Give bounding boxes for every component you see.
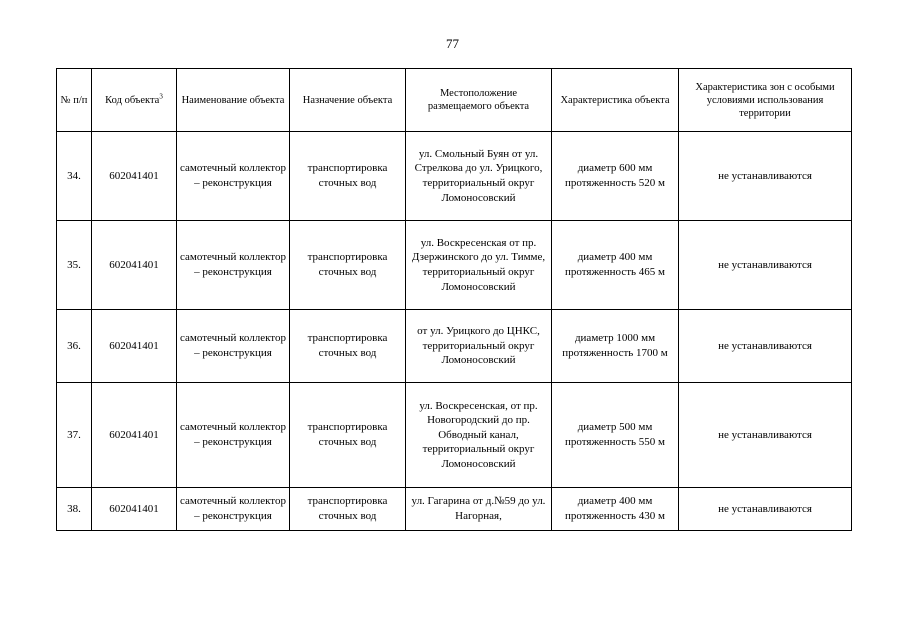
- row-location: от ул. Урицкого до ЦНКС, территориальный округ Ломоносовский: [406, 310, 552, 383]
- row-zones: не устанавливаются: [679, 488, 852, 531]
- row-code: 602041401: [92, 310, 177, 383]
- row-purpose: транспортировка сточных вод: [290, 488, 406, 531]
- row-num: 38.: [57, 488, 92, 531]
- table-row: [57, 310, 852, 383]
- row-purpose: транспортировка сточных вод: [290, 383, 406, 488]
- header-code: [92, 69, 177, 132]
- page-number: 77: [446, 36, 459, 51]
- header-zones: Характеристика зон с особыми условиями использования территории: [679, 69, 852, 132]
- header-purpose: Назначение объекта: [290, 69, 406, 132]
- table-row: [57, 383, 852, 488]
- row-num: 36.: [57, 310, 92, 383]
- row-characteristic: диаметр 400 мм протяженность 430 м: [552, 488, 679, 531]
- row-characteristic: диаметр 600 мм протяженность 520 м: [552, 132, 679, 221]
- header-characteristic: Характеристика объекта: [552, 69, 679, 132]
- row-name: самотечный коллектор – реконструкция: [177, 383, 290, 488]
- row-num: 37.: [57, 383, 92, 488]
- row-name: самотечный коллектор – реконструкция: [177, 488, 290, 531]
- row-name: самотечный коллектор – реконструкция: [177, 132, 290, 221]
- row-characteristic: диаметр 400 мм протяженность 465 м: [552, 221, 679, 310]
- row-zones: не устанавливаются: [679, 221, 852, 310]
- row-purpose: транспортировка сточных вод: [290, 310, 406, 383]
- header-code-footnote: 3: [159, 92, 163, 100]
- row-zones: не устанавливаются: [679, 310, 852, 383]
- row-purpose: транспортировка сточных вод: [290, 132, 406, 221]
- row-characteristic: диаметр 500 мм протяженность 550 м: [552, 383, 679, 488]
- row-name: самотечный коллектор – реконструкция: [177, 310, 290, 383]
- row-location: ул. Гагарина от д.№59 до ул. Нагорная,: [406, 488, 552, 531]
- row-code: 602041401: [92, 221, 177, 310]
- row-code: 602041401: [92, 383, 177, 488]
- row-code: 602041401: [92, 132, 177, 221]
- row-num: 34.: [57, 132, 92, 221]
- row-location: ул. Воскресенская, от пр. Новогородский до пр. Обводный канал, территориальный округ Ломоносовский: [406, 383, 552, 488]
- header-location: Местоположение размещаемого объекта: [406, 69, 552, 132]
- row-zones: не устанавливаются: [679, 383, 852, 488]
- row-zones: не устанавливаются: [679, 132, 852, 221]
- table-header-row: [57, 69, 852, 132]
- table-row: [57, 488, 852, 531]
- row-num: 35.: [57, 221, 92, 310]
- table-row: [57, 132, 852, 221]
- table-row: [57, 221, 852, 310]
- row-location: ул. Воскресенская от пр. Дзержинского до ул. Тимме, территориальный округ Ломоносовский: [406, 221, 552, 310]
- row-code: 602041401: [92, 488, 177, 531]
- objects-table: [56, 68, 852, 531]
- header-num: № п/п: [57, 69, 92, 132]
- row-name: самотечный коллектор – реконструкция: [177, 221, 290, 310]
- row-characteristic: диаметр 1000 мм протяженность 1700 м: [552, 310, 679, 383]
- header-code-label: Код объекта: [105, 94, 160, 106]
- header-name: Наименование объекта: [177, 69, 290, 132]
- row-purpose: транспортировка сточных вод: [290, 221, 406, 310]
- row-location: ул. Смольный Буян от ул. Стрелкова до ул. Урицкого, территориальный округ Ломоносовский: [406, 132, 552, 221]
